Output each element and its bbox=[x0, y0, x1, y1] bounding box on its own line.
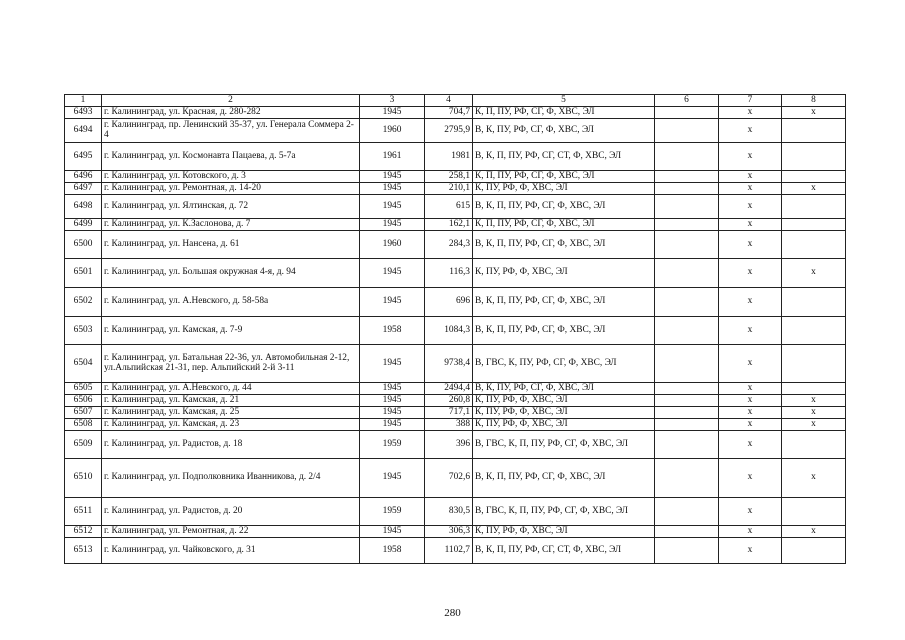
column7-cell: х bbox=[719, 258, 782, 287]
row-number: 6513 bbox=[65, 537, 102, 563]
year-cell: 1959 bbox=[360, 430, 425, 458]
address-cell: г. Калининград, ул. Большая окружная 4-я, д. 94 bbox=[102, 258, 360, 287]
address-cell: г. Калининград, ул. Радистов, д. 18 bbox=[102, 430, 360, 458]
table-row bbox=[65, 182, 846, 194]
address-cell: г. Калининград, ул. Радистов, д. 20 bbox=[102, 497, 360, 525]
systems-cell: К, ПУ, РФ, Ф, ХВС, ЭЛ bbox=[473, 394, 655, 406]
column8-cell: х bbox=[782, 182, 846, 194]
column7-cell: х bbox=[719, 316, 782, 344]
area-cell: 830,5 bbox=[425, 497, 473, 525]
row-number: 6505 bbox=[65, 382, 102, 394]
year-cell: 1958 bbox=[360, 316, 425, 344]
table-row bbox=[65, 382, 846, 394]
column8-cell bbox=[782, 230, 846, 258]
year-cell: 1945 bbox=[360, 394, 425, 406]
systems-cell: К, ПУ, РФ, Ф, ХВС, ЭЛ bbox=[473, 525, 655, 537]
column8-cell: х bbox=[782, 394, 846, 406]
row-number: 6501 bbox=[65, 258, 102, 287]
table-row bbox=[65, 537, 846, 563]
table-header-row bbox=[65, 95, 846, 107]
area-cell: 615 bbox=[425, 194, 473, 218]
column6-cell bbox=[655, 394, 719, 406]
row-number: 6499 bbox=[65, 218, 102, 230]
address-cell: г. Калининград, ул. Ремонтная, д. 14-20 bbox=[102, 182, 360, 194]
column8-cell bbox=[782, 170, 846, 182]
table-row bbox=[65, 142, 846, 170]
table-row bbox=[65, 118, 846, 142]
column8-cell: х bbox=[782, 458, 846, 497]
table-row bbox=[65, 394, 846, 406]
address-cell: г. Калининград, ул. Ялтинская, д. 72 bbox=[102, 194, 360, 218]
year-cell: 1945 bbox=[360, 458, 425, 497]
row-number: 6500 bbox=[65, 230, 102, 258]
row-number: 6504 bbox=[65, 344, 102, 382]
address-cell: г. Калининград, ул. Чайковского, д. 31 bbox=[102, 537, 360, 563]
year-cell: 1945 bbox=[360, 418, 425, 430]
column7-cell: х bbox=[719, 170, 782, 182]
systems-cell: К, ПУ, РФ, Ф, ХВС, ЭЛ bbox=[473, 418, 655, 430]
address-cell: г. Калининград, ул. Камская, д. 7-9 bbox=[102, 316, 360, 344]
year-cell: 1960 bbox=[360, 118, 425, 142]
area-cell: 1981 bbox=[425, 142, 473, 170]
year-cell: 1945 bbox=[360, 170, 425, 182]
address-cell: г. Калининград, ул. Космонавта Пацаева, д. 5-7а bbox=[102, 142, 360, 170]
column6-cell bbox=[655, 344, 719, 382]
column8-cell: х bbox=[782, 418, 846, 430]
table-row bbox=[65, 107, 846, 119]
column7-cell: х bbox=[719, 394, 782, 406]
column8-cell bbox=[782, 118, 846, 142]
row-number: 6494 bbox=[65, 118, 102, 142]
area-cell: 306,3 bbox=[425, 525, 473, 537]
area-cell: 702,6 bbox=[425, 458, 473, 497]
page-number: 280 bbox=[444, 607, 461, 619]
systems-cell: В, К, ПУ, РФ, СГ, Ф, ХВС, ЭЛ bbox=[473, 382, 655, 394]
column-header: 7 bbox=[719, 95, 782, 107]
column7-cell: х bbox=[719, 382, 782, 394]
systems-cell: В, К, П, ПУ, РФ, СГ, Ф, ХВС, ЭЛ bbox=[473, 230, 655, 258]
table-row bbox=[65, 230, 846, 258]
year-cell: 1945 bbox=[360, 194, 425, 218]
area-cell: 2795,9 bbox=[425, 118, 473, 142]
table-row bbox=[65, 344, 846, 382]
systems-cell: К, ПУ, РФ, Ф, ХВС, ЭЛ bbox=[473, 258, 655, 287]
row-number: 6502 bbox=[65, 287, 102, 316]
column8-cell bbox=[782, 344, 846, 382]
area-cell: 116,3 bbox=[425, 258, 473, 287]
column7-cell: х bbox=[719, 218, 782, 230]
row-number: 6496 bbox=[65, 170, 102, 182]
column7-cell: х bbox=[719, 344, 782, 382]
year-cell: 1945 bbox=[360, 382, 425, 394]
systems-cell: В, К, П, ПУ, РФ, СГ, СТ, Ф, ХВС, ЭЛ bbox=[473, 537, 655, 563]
column7-cell: х bbox=[719, 458, 782, 497]
table-row bbox=[65, 525, 846, 537]
address-cell: г. Калининград, ул. Ремонтная, д. 22 bbox=[102, 525, 360, 537]
row-number: 6512 bbox=[65, 525, 102, 537]
systems-cell: В, К, П, ПУ, РФ, СГ, Ф, ХВС, ЭЛ bbox=[473, 194, 655, 218]
column7-cell: х bbox=[719, 525, 782, 537]
year-cell: 1945 bbox=[360, 344, 425, 382]
address-cell: г. Калининград, ул. К.Заслонова, д. 7 bbox=[102, 218, 360, 230]
column6-cell bbox=[655, 142, 719, 170]
row-number: 6510 bbox=[65, 458, 102, 497]
systems-cell: В, К, П, ПУ, РФ, СГ, Ф, ХВС, ЭЛ bbox=[473, 287, 655, 316]
housing-table bbox=[64, 94, 846, 564]
systems-cell: К, П, ПУ, РФ, СГ, Ф, ХВС, ЭЛ bbox=[473, 218, 655, 230]
area-cell: 388 bbox=[425, 418, 473, 430]
year-cell: 1945 bbox=[360, 287, 425, 316]
year-cell: 1945 bbox=[360, 525, 425, 537]
address-cell: г. Калининград, ул. Котовского, д. 3 bbox=[102, 170, 360, 182]
column7-cell: х bbox=[719, 418, 782, 430]
column-header: 6 bbox=[655, 95, 719, 107]
column7-cell: х bbox=[719, 194, 782, 218]
column-header: 3 bbox=[360, 95, 425, 107]
year-cell: 1945 bbox=[360, 182, 425, 194]
column6-cell bbox=[655, 194, 719, 218]
column6-cell bbox=[655, 525, 719, 537]
row-number: 6503 bbox=[65, 316, 102, 344]
address-cell: г. Калининград, ул. Камская, д. 25 bbox=[102, 406, 360, 418]
column6-cell bbox=[655, 316, 719, 344]
row-number: 6495 bbox=[65, 142, 102, 170]
column6-cell bbox=[655, 287, 719, 316]
systems-cell: В, К, П, ПУ, РФ, СГ, Ф, ХВС, ЭЛ bbox=[473, 316, 655, 344]
column6-cell bbox=[655, 170, 719, 182]
year-cell: 1945 bbox=[360, 107, 425, 119]
address-cell: г. Калининград, ул. Красная, д. 280-282 bbox=[102, 107, 360, 119]
column7-cell: х bbox=[719, 497, 782, 525]
column8-cell bbox=[782, 316, 846, 344]
column6-cell bbox=[655, 418, 719, 430]
row-number: 6493 bbox=[65, 107, 102, 119]
area-cell: 696 bbox=[425, 287, 473, 316]
column7-cell: х bbox=[719, 142, 782, 170]
address-cell: г. Калининград, пр. Ленинский 35-37, ул. Генерала Соммера 2-4 bbox=[102, 118, 360, 142]
row-number: 6511 bbox=[65, 497, 102, 525]
column6-cell bbox=[655, 118, 719, 142]
column6-cell bbox=[655, 182, 719, 194]
column6-cell bbox=[655, 218, 719, 230]
systems-cell: К, П, ПУ, РФ, СГ, Ф, ХВС, ЭЛ bbox=[473, 107, 655, 119]
column7-cell: х bbox=[719, 537, 782, 563]
row-number: 6497 bbox=[65, 182, 102, 194]
row-number: 6508 bbox=[65, 418, 102, 430]
address-cell: г. Калининград, ул. Камская, д. 23 bbox=[102, 418, 360, 430]
row-number: 6506 bbox=[65, 394, 102, 406]
column7-cell: х bbox=[719, 406, 782, 418]
systems-cell: В, К, П, ПУ, РФ, СГ, Ф, ХВС, ЭЛ bbox=[473, 458, 655, 497]
column6-cell bbox=[655, 430, 719, 458]
year-cell: 1945 bbox=[360, 258, 425, 287]
address-cell: г. Калининград, ул. Нансена, д. 61 bbox=[102, 230, 360, 258]
area-cell: 2494,4 bbox=[425, 382, 473, 394]
table-body bbox=[65, 95, 846, 564]
address-cell: г. Калининград, ул. А.Невского, д. 58-58а bbox=[102, 287, 360, 316]
row-number: 6498 bbox=[65, 194, 102, 218]
address-cell: г. Калининград, ул. Подполковника Иванникова, д. 2/4 bbox=[102, 458, 360, 497]
column8-cell bbox=[782, 537, 846, 563]
column6-cell bbox=[655, 258, 719, 287]
column7-cell: х bbox=[719, 430, 782, 458]
column-header: 1 bbox=[65, 95, 102, 107]
systems-cell: К, ПУ, РФ, Ф, ХВС, ЭЛ bbox=[473, 406, 655, 418]
area-cell: 704,7 bbox=[425, 107, 473, 119]
year-cell: 1958 bbox=[360, 537, 425, 563]
column6-cell bbox=[655, 406, 719, 418]
row-number: 6507 bbox=[65, 406, 102, 418]
column8-cell: х bbox=[782, 406, 846, 418]
area-cell: 717,1 bbox=[425, 406, 473, 418]
area-cell: 260,8 bbox=[425, 394, 473, 406]
systems-cell: В, К, ПУ, РФ, СГ, Ф, ХВС, ЭЛ bbox=[473, 118, 655, 142]
area-cell: 396 bbox=[425, 430, 473, 458]
address-cell: г. Калининград, ул. А.Невского, д. 44 bbox=[102, 382, 360, 394]
systems-cell: К, П, ПУ, РФ, СГ, Ф, ХВС, ЭЛ bbox=[473, 170, 655, 182]
column8-cell bbox=[782, 142, 846, 170]
table-row bbox=[65, 497, 846, 525]
column7-cell: х bbox=[719, 118, 782, 142]
column7-cell: х bbox=[719, 287, 782, 316]
column8-cell bbox=[782, 382, 846, 394]
table-row bbox=[65, 218, 846, 230]
address-cell: г. Калининград, ул. Батальная 22-36, ул. Автомобильная 2-12, ул.Альпийская 21-31, пер. Альпийский 2-й 3-11 bbox=[102, 344, 360, 382]
column-header: 5 bbox=[473, 95, 655, 107]
table-row bbox=[65, 430, 846, 458]
table-row bbox=[65, 458, 846, 497]
systems-cell: К, ПУ, РФ, Ф, ХВС, ЭЛ bbox=[473, 182, 655, 194]
area-cell: 258,1 bbox=[425, 170, 473, 182]
column-header: 2 bbox=[102, 95, 360, 107]
column8-cell: х bbox=[782, 107, 846, 119]
year-cell: 1945 bbox=[360, 218, 425, 230]
systems-cell: В, К, П, ПУ, РФ, СГ, СТ, Ф, ХВС, ЭЛ bbox=[473, 142, 655, 170]
column6-cell bbox=[655, 537, 719, 563]
area-cell: 210,1 bbox=[425, 182, 473, 194]
column6-cell bbox=[655, 458, 719, 497]
column7-cell: х bbox=[719, 107, 782, 119]
column8-cell bbox=[782, 287, 846, 316]
area-cell: 1102,7 bbox=[425, 537, 473, 563]
systems-cell: В, ГВС, К, П, ПУ, РФ, СГ, Ф, ХВС, ЭЛ bbox=[473, 497, 655, 525]
table-row bbox=[65, 170, 846, 182]
address-cell: г. Калининград, ул. Камская, д. 21 bbox=[102, 394, 360, 406]
year-cell: 1961 bbox=[360, 142, 425, 170]
area-cell: 9738,4 bbox=[425, 344, 473, 382]
row-number: 6509 bbox=[65, 430, 102, 458]
table-row bbox=[65, 316, 846, 344]
column6-cell bbox=[655, 230, 719, 258]
column-header: 4 bbox=[425, 95, 473, 107]
systems-cell: В, ГВС, К, ПУ, РФ, СГ, Ф, ХВС, ЭЛ bbox=[473, 344, 655, 382]
column-header: 8 bbox=[782, 95, 846, 107]
column8-cell bbox=[782, 194, 846, 218]
column8-cell: х bbox=[782, 525, 846, 537]
column7-cell: х bbox=[719, 182, 782, 194]
column7-cell: х bbox=[719, 230, 782, 258]
column8-cell: х bbox=[782, 258, 846, 287]
table-row bbox=[65, 194, 846, 218]
table-row bbox=[65, 406, 846, 418]
column8-cell bbox=[782, 430, 846, 458]
systems-cell: В, ГВС, К, П, ПУ, РФ, СГ, Ф, ХВС, ЭЛ bbox=[473, 430, 655, 458]
area-cell: 284,3 bbox=[425, 230, 473, 258]
year-cell: 1959 bbox=[360, 497, 425, 525]
column6-cell bbox=[655, 107, 719, 119]
year-cell: 1945 bbox=[360, 406, 425, 418]
column6-cell bbox=[655, 382, 719, 394]
column6-cell bbox=[655, 497, 719, 525]
column8-cell bbox=[782, 497, 846, 525]
year-cell: 1960 bbox=[360, 230, 425, 258]
area-cell: 162,1 bbox=[425, 218, 473, 230]
column8-cell bbox=[782, 218, 846, 230]
table-row bbox=[65, 418, 846, 430]
table-row bbox=[65, 258, 846, 287]
area-cell: 1084,3 bbox=[425, 316, 473, 344]
table-row bbox=[65, 287, 846, 316]
